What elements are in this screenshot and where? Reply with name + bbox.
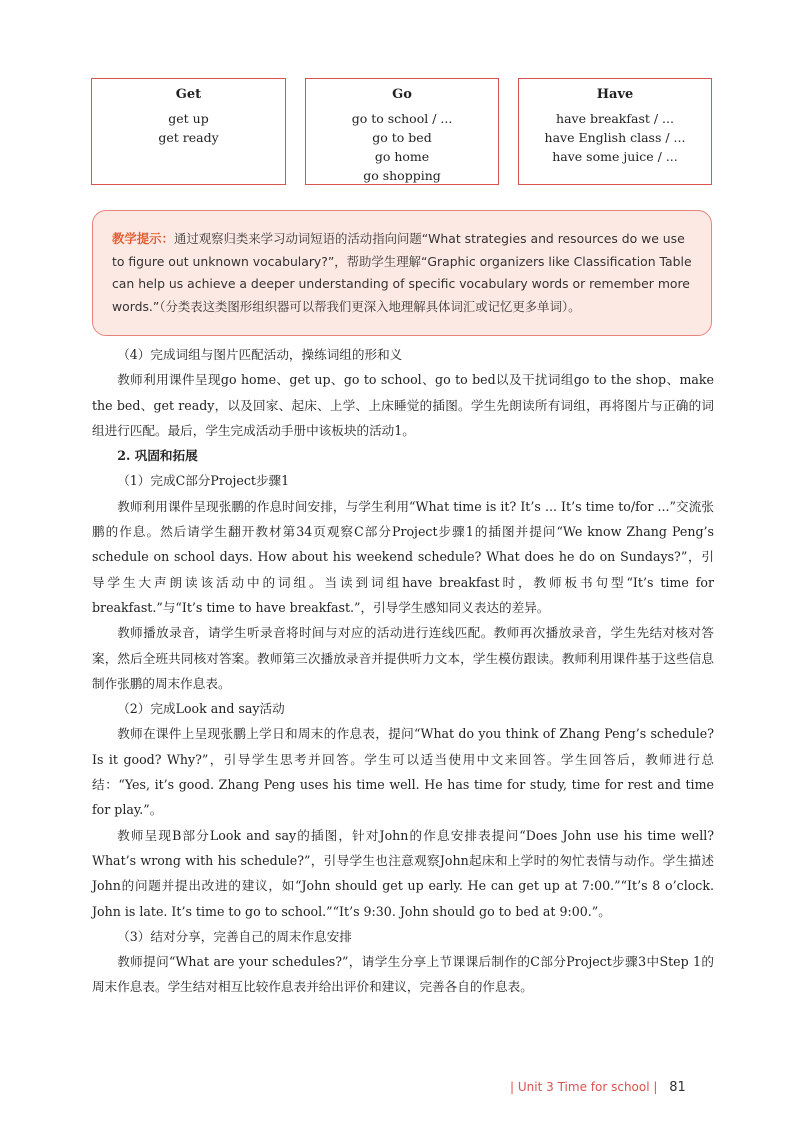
teaching-tip-text: 通过观察归类来学习动词短语的活动指向问题“What strategies and resources do we use to figure out unknown vocabulary?”，帮助学生理解“Graphic organizers like Classification Table can help us achieve a deeper understanding of specific vocabulary words or remember more words.”（分类表这类图形组织器可以帮我们更深入地理解具体词汇或记忆更多单词）。 <box>112 231 692 314</box>
teaching-tip-box <box>92 210 712 336</box>
paragraph: 教师呈现B部分Look and say的插图，针对John的作息安排表提问“Does John use his time well? What’s wrong with his schedule?”，引导学生也注意观察John起床和上学时的匆忙表情与动作。学生描述John的问题并提出改进的建议，如“John should get up early. He can get up at 7:00.”“It’s 8 o’clock. John is late. It’s time to go to school.”“It’s 9:30. John should go to bed at 9:00.”。 <box>92 827 714 919</box>
go-box-item: go to bed <box>372 130 432 145</box>
get-box-title: Get <box>175 87 202 102</box>
go-box <box>305 78 499 185</box>
section-heading: 2. 巩固和拓展 <box>117 448 198 464</box>
paragraph: 教师利用课件呈现go home、get up、go to school、go to bed以及干扰词组go to the shop、make the bed、get ready，以及回家、起床、上学、上床睡觉的插图。学生先朗读所有词组，再将图片与正确的词组进行匹配。最后，学生完成活动手册中该板块的活动1。 <box>92 372 714 438</box>
have-box-title: Have <box>596 87 634 102</box>
get-box <box>91 78 286 185</box>
paragraph: 教师利用课件呈现张鹏的作息时间安排，与学生利用“What time is it? It’s ... It’s time to/for ...”交流张鹏的作息。然后请学生翻开教材第34页观察C部分Project步骤1的插图并提问“We know Zhang Peng’s schedule on school days. How about his weekend schedule? What does he do on Sundays?”，引导学生大声朗读该活动中的词组。当读到词组have breakfast时，教师板书句型“It’s time for breakfast.”与“It’s time to have breakfast.”，引导学生感知同义表达的差异。 <box>92 498 714 615</box>
main-content <box>92 342 714 1000</box>
paragraph: 教师播放录音，请学生听录音将时间与对应的活动进行连线匹配。教师再次播放录音，学生先结对核对答案，然后全班共同核对答案。教师第三次播放录音并提供听力文本，学生模仿跟读。教师利用课件基于这些信息制作张鹏的周末作息表。 <box>92 625 714 691</box>
subsection-3-title: （3）结对分享，完善自己的周末作息安排 <box>117 928 352 944</box>
get-box-item: get up <box>168 111 209 126</box>
go-box-item: go to school / ... <box>351 111 453 126</box>
go-box-title: Go <box>392 87 412 102</box>
paragraph: 教师在课件上呈现张鹏上学日和周末的作息表，提问“What do you think of Zhang Peng’s schedule? Is it good? Why?”，引导学生思考并回答。学生可以适当使用中文来回答。学生回答后，教师进行总结：“Yes, it’s good. Zhang Peng uses his time well. He has time for study, time for rest and time for play.”。 <box>92 726 714 818</box>
go-box-item: go home <box>374 149 430 164</box>
go-box-item: go shopping <box>363 168 441 183</box>
footer-divider: | <box>510 1080 515 1094</box>
subsection-1-title: （1）完成C部分Project步骤1 <box>117 473 290 489</box>
footer-unit: Unit 3 <box>517 1080 554 1094</box>
page-footer <box>510 1080 710 1095</box>
footer-title: Time for school <box>557 1080 650 1094</box>
teaching-tip-label: 教学提示： <box>112 231 174 246</box>
page-number: 81 <box>669 1080 686 1095</box>
have-box-item: have breakfast / ... <box>556 111 674 126</box>
paragraph: 教师提问“What are your schedules?”，请学生分享上节课课后制作的C部分Project步骤3中Step 1的周末作息表。学生结对相互比较作息表并给出评价和建议，完善各自的作息表。 <box>92 954 714 995</box>
have-box <box>518 78 712 185</box>
subsection-2-title: （2）完成Look and say活动 <box>117 701 285 717</box>
have-box-item: have English class / ... <box>544 130 686 145</box>
have-box-item: have some juice / ... <box>552 149 678 164</box>
section-4-title: （4）完成词组与图片匹配活动，操练词组的形和义 <box>117 347 403 362</box>
get-box-item: get ready <box>158 130 219 145</box>
footer-divider: | <box>653 1080 658 1094</box>
